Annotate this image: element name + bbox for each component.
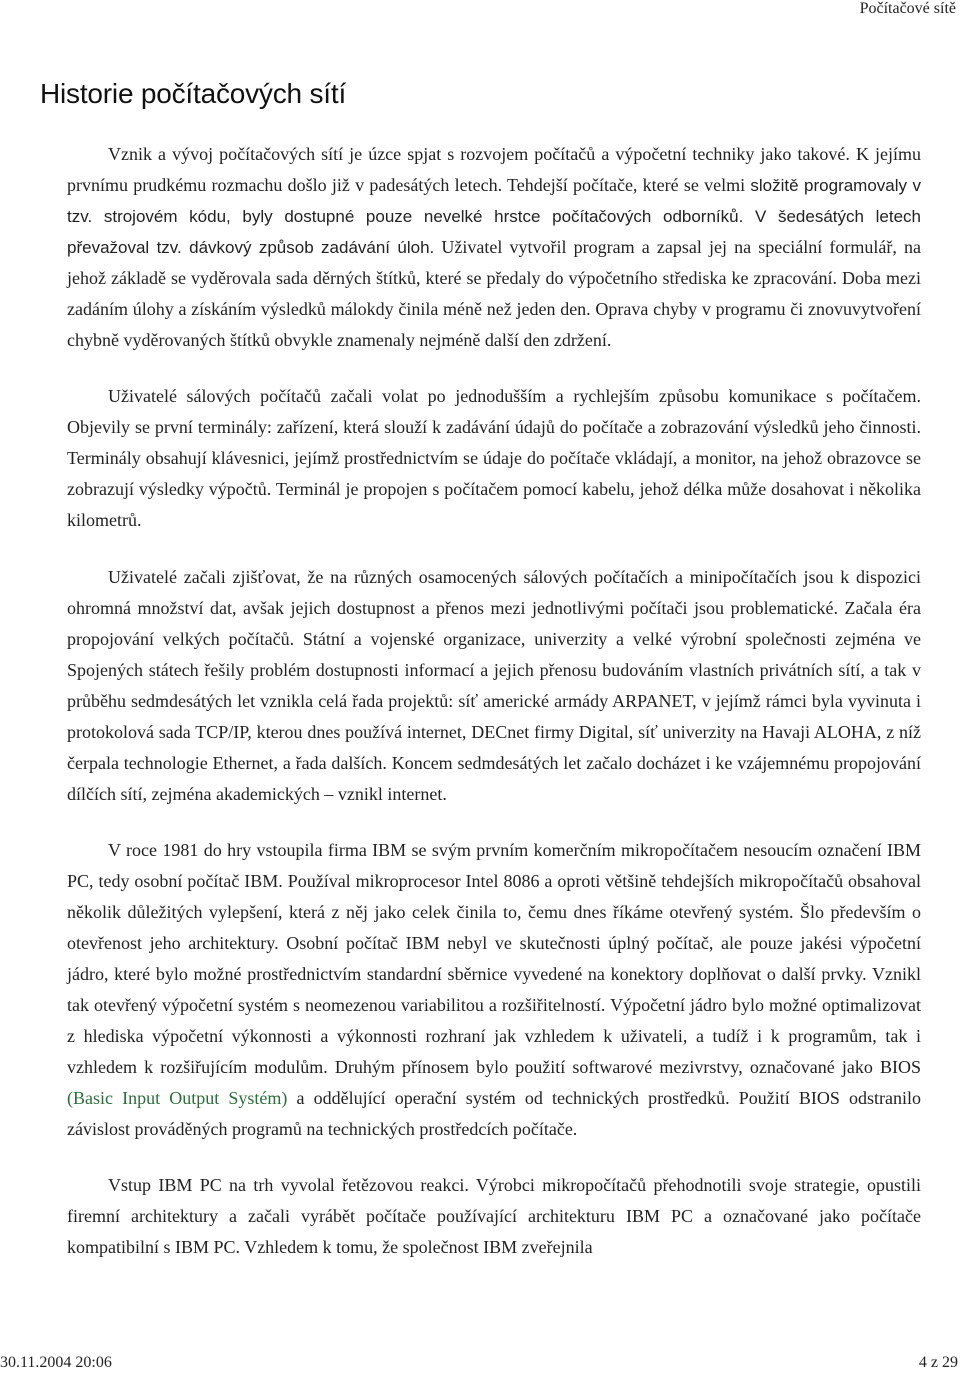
paragraph-origins-part-3: Uživatel vytvořil program a zapsal jej na speciální formulář, na jehož základě se vyděrovala sada děrných štítků, které se předaly do výpočetního střediska ke zpracování. Doba mezi zadáním úlohy a získáním výsledků málokdy činila méně než jeden den. Oprava chyby v programu či znovuvytvoření chybně vyděrovaných štítků obvykle znamenaly nejméně další den zdržení. [67, 237, 921, 350]
paragraph-ibm-pc [67, 835, 921, 1145]
paragraph-terminals: Uživatelé sálových počítačů začali volat po jednodušším a rychlejším způsobu komunikace s počítačem. Objevily se první terminály: zařízení, která slouží k zadávání údajů do počítače a zobrazování výsledků jeho činnosti. Terminály obsahují klávesnici, jejímž prostřednictvím se údaje do počítače vkládají, a monitor, na jehož obrazovce se zobrazují výsledky výpočtů. Terminál je propojen s počítačem pomocí kabelu, jehož délka může dosahovat i několika kilometrů. [67, 386, 921, 530]
running-header: Počítačové sítě [859, 0, 956, 17]
paragraph-networks: Uživatelé začali zjišťovat, že na různých osamocených sálových počítačích a minipočítačích jsou k dispozici ohromná množství dat, avšak jejich dostupnost a přenos mezi jednotlivými počítači jsou problematické. Začala éra propojování velkých počítačů. Státní a vojenské organizace, univerzity a velké výrobní společnosti zejména ve Spojených státech řešily problém dostupnosti informací a jejich přenosu budováním vlastních privátních sítí, a tak v průběhu sedmdesátých let vznikla celá řada projektů: síť americké armády ARPANET, v jejímž rámci byla vyvinuta i protokolová sada TCP/IP, kterou dnes používá internet, DECnet firmy Digital, síť univerzity na Havaji ALOHA, z níž čerpala technologie Ethernet, a řada dalších. Koncem sedmdesátých let začalo docházet i ke vzájemnému propojování dílčích sítí, zejména akademických – vznikl internet. [67, 567, 921, 804]
paragraph-ibm-pc-part-1: V roce 1981 do hry vstoupila firma IBM se svým prvním komerčním mikropočítačem nesoucím označení IBM PC, tedy osobní počítač IBM. Používal mikroprocesor Intel 8086 a oproti většině tehdejších mikropočítačů obsahoval několik důležitých vylepšení, která z něj jako celek činila to, čemu dnes říkáme otevřený systém. Šlo především o otevřenost jeho architektury. [67, 840, 921, 953]
paragraph-origins [67, 139, 921, 356]
paragraph-origins-part-1: Vznik a vývoj počítačových sítí je úzce spjat s rozvojem počítačů a výpočetní techniky jako takové. K jejímu prvnímu prudkému rozmachu došlo již v padesátých letech. Tehdejší počítače, které se velmi [67, 144, 921, 195]
paragraph-ibm-pc-part-2: Osobní počítač IBM nebyl ve skutečnosti úplný počítač, ale pouze jakési výpočetní jádro, které bylo možné prostřednictvím standardní sběrnice vyvedené na konektory doplňovat o další prvky. Vznikl tak otevřený výpočetní systém s neomezenou variabilitou a rozšiřitelností. Výpočetní jádro bylo možné optimalizovat z hlediska výpočetní výkonnosti a výkonnosti rozhraní jak vzhledem k uživateli, a tudíž i k programům, tak i vzhledem k rozšiřujícím modulům. Druhým přínosem bylo použití softwarové mezivrstvy, označované jako BIOS [67, 933, 921, 1077]
article-body [67, 139, 921, 1291]
bios-term: (Basic Input Output Systém) [67, 1088, 288, 1108]
footer-page-number: 4 z 29 [918, 1354, 958, 1371]
paragraph-ibm-pc-part-3: a oddělující operační systém od technických prostředků. Použití BIOS odstranilo závislost prováděných programů na technických prostředcích počítače. [67, 1088, 921, 1139]
paragraph-market: Vstup IBM PC na trh vyvolal řetězovou reakci. Výrobci mikropočítačů přehodnotili svoje strategie, opustili firemní architektury a začali vyrábět počítače používající architekturu IBM PC a označované jako počítače kompatibilní s IBM PC. Vzhledem k tomu, že společnost IBM zveřejnila [67, 1175, 921, 1257]
footer-date: 30.11.2004 20:06 [0, 1354, 112, 1371]
page-title: Historie počítačových sítí [40, 78, 347, 109]
paragraph-origins-part-2: složitě programovaly v tzv. strojovém kódu, byly dostupné pouze nevelké hrstce počítačových odborníků. V šedesátých letech převažoval tzv. dávkový způsob zadávání úloh. [67, 176, 922, 257]
